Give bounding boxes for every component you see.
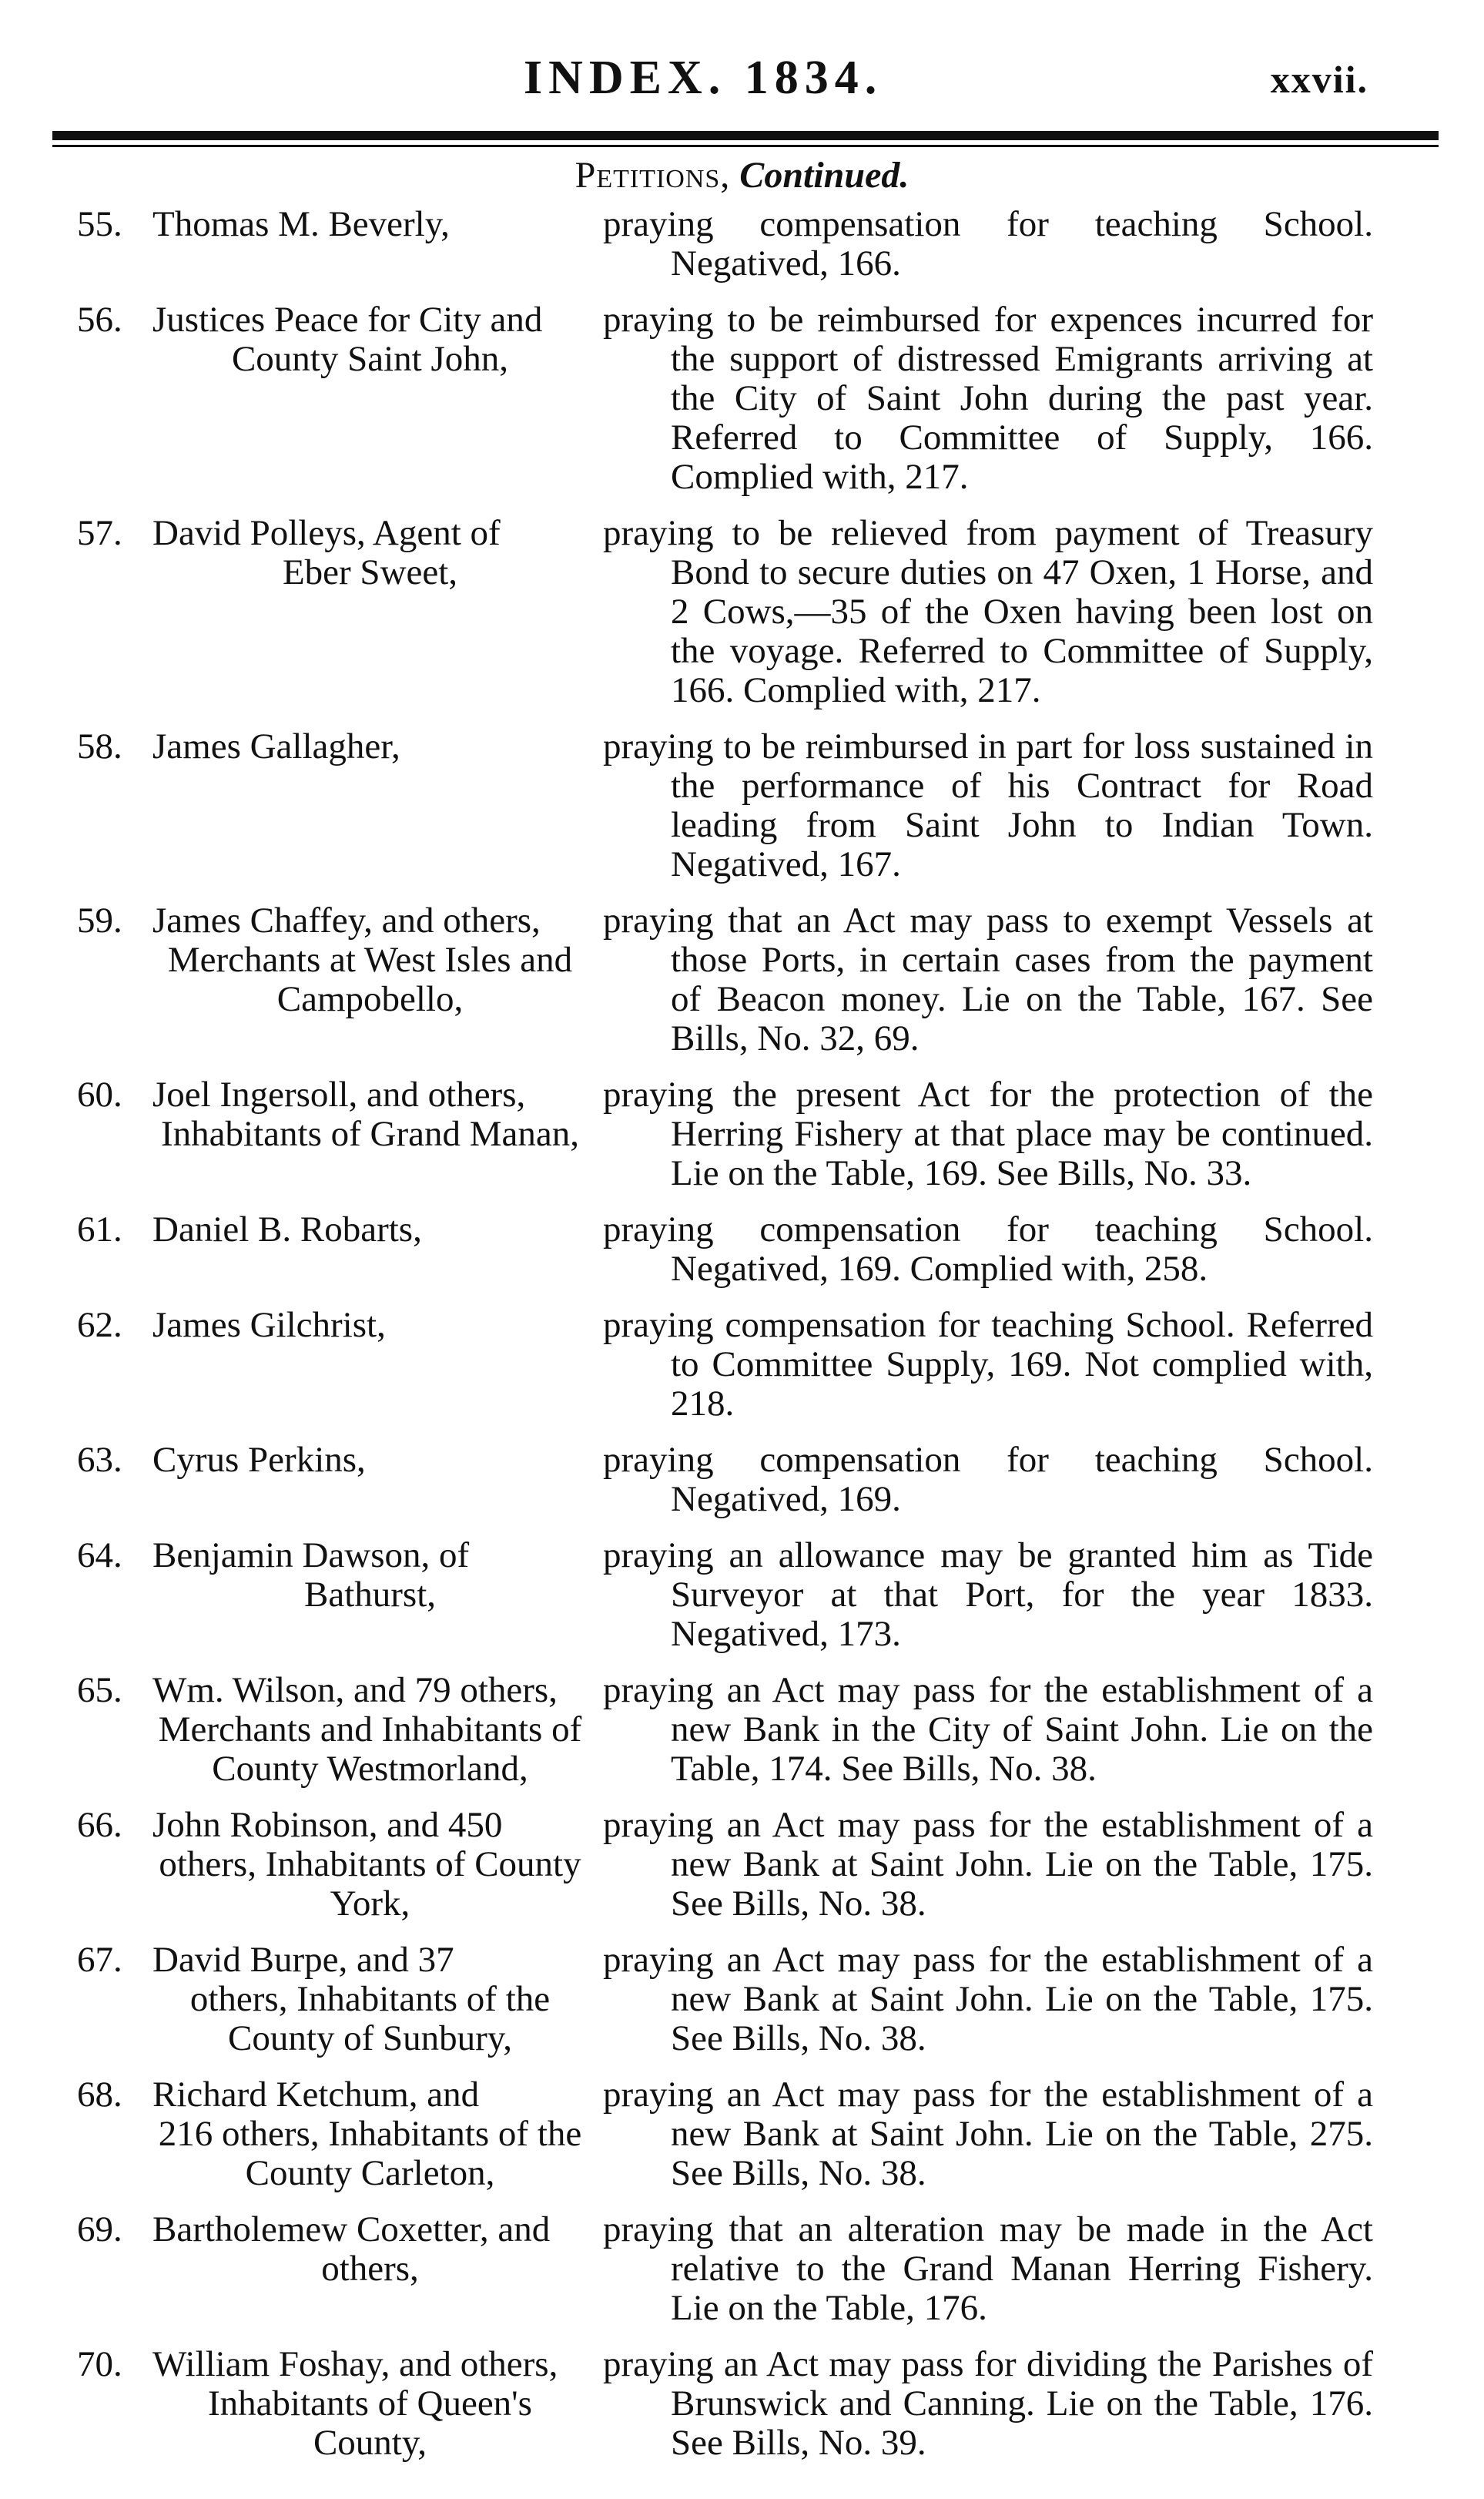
- petitioner-name: [152, 1806, 603, 1924]
- petitioner-name-first: Thomas M. Beverly,: [152, 204, 450, 244]
- entry-number: 62.: [77, 1305, 122, 1345]
- entry-number: 70.: [77, 2344, 122, 2384]
- petitioner-name: [152, 2345, 603, 2463]
- petition-description: praying the present Act for the protection of the Herring Fishery at that place may be continued. Lie on the Table, 169. See Bills, No. 33.: [603, 1075, 1373, 1193]
- entry-number: 61.: [77, 1209, 122, 1250]
- petition-description: praying to be reimbursed for expences incurred for the support of distressed Emigrants arriving at the City of Saint John during the past year. Referred to Committee of Supply, 166. Complied with, 217.: [603, 300, 1373, 497]
- petitioner-name-continued: Merchants and Inhabitants of County Westmorland,: [158, 1709, 582, 1789]
- petition-entry: [0, 1210, 1484, 1289]
- entry-number: 67.: [77, 1940, 122, 1980]
- petitioner-name-continued: Bathurst,: [303, 1575, 437, 1615]
- petitioner-name-first: David Polleys, Agent of: [152, 513, 501, 553]
- petition-description: praying compensation for teaching School. Referred to Committee Supply, 169. Not complied with, 218.: [603, 1305, 1373, 1424]
- petitioner-name: [152, 2210, 603, 2328]
- petitioner-name-first: Cyrus Perkins,: [152, 1440, 366, 1480]
- petition-entry: [0, 205, 1484, 283]
- petitioner-name-first: James Gallagher,: [152, 726, 400, 766]
- petitioner-name-continued: others, Inhabitants of County York,: [159, 1844, 581, 1924]
- petition-entry: [0, 1075, 1484, 1193]
- petition-entry: [0, 901, 1484, 1058]
- petitioner-name-continued: County Saint John,: [231, 339, 509, 379]
- petition-description: praying that an Act may pass to exempt Vessels at those Ports, in certain cases from the payment of Beacon money. Lie on the Table, 167. See Bills, No. 32, 69.: [603, 901, 1373, 1058]
- section-heading: [0, 154, 1484, 196]
- petitioner-name-first: Daniel B. Robarts,: [152, 1209, 422, 1250]
- petition-description: praying compensation for teaching School. Negatived, 166.: [603, 204, 1373, 283]
- petition-description: praying an allowance may be granted him as Tide Surveyor at that Port, for the year 1833. Negatived, 173.: [603, 1535, 1373, 1654]
- petition-entry: [0, 2210, 1484, 2328]
- petition-entry: [0, 1940, 1484, 2058]
- petitioner-name-continued: Eber Sweet,: [282, 552, 458, 592]
- petition-description: praying an Act may pass for dividing the Parishes of Brunswick and Canning. Lie on the Table, 176. See Bills, No. 39.: [603, 2344, 1373, 2463]
- petition-description: praying an Act may pass for the establishment of a new Bank in the City of Saint John. Lie on the Table, 174. See Bills, No. 38.: [603, 1670, 1373, 1789]
- entry-number: 63.: [77, 1440, 122, 1480]
- petitioner-name-continued: others,: [321, 2249, 419, 2289]
- petitioner-name-first: Richard Ketchum, and: [152, 2075, 480, 2115]
- header-rule-thin: [52, 145, 1439, 147]
- header-rule-thick: [52, 131, 1439, 140]
- petitioner-name: [152, 205, 603, 283]
- petition-description: praying to be relieved from payment of Treasury Bond to secure duties on 47 Oxen, 1 Horse, and 2 Cows,—35 of the Oxen having been lost on the voyage. Referred to Committee of Supply, 166. Complied with, 217.: [603, 513, 1373, 710]
- entry-number: 68.: [77, 2075, 122, 2115]
- petitioner-name: [152, 1306, 603, 1424]
- petition-description: praying an Act may pass for the establishment of a new Bank at Saint John. Lie on the Table, 175. See Bills, No. 38.: [603, 1805, 1373, 1924]
- section-continued: Continued.: [739, 155, 909, 196]
- petitioner-name-first: John Robinson, and 450: [152, 1805, 503, 1845]
- entry-number: 56.: [77, 300, 122, 340]
- petitioner-name-first: William Foshay, and others,: [152, 2344, 558, 2384]
- entry-number: 69.: [77, 2209, 122, 2249]
- petitioner-name-first: Bartholemew Coxetter, and: [152, 2209, 551, 2249]
- petition-description: praying an Act may pass for the establishment of a new Bank at Saint John. Lie on the Table, 175. See Bills, No. 38.: [603, 1940, 1373, 2058]
- petition-description: praying compensation for teaching School. Negatived, 169. Complied with, 258.: [603, 1209, 1373, 1289]
- entry-number: 59.: [77, 901, 122, 941]
- petition-entry: [0, 2345, 1484, 2463]
- petitioner-name: [152, 1075, 603, 1193]
- petitioner-name-first: Justices Peace for City and: [152, 300, 543, 340]
- petitioner-name-first: Benjamin Dawson, of: [152, 1535, 470, 1575]
- petitioner-name: [152, 514, 603, 710]
- petitioner-name: [152, 300, 603, 497]
- petitioner-name-first: Wm. Wilson, and 79 others,: [152, 1670, 558, 1710]
- section-label: Petitions,: [575, 155, 731, 196]
- petition-list: [0, 205, 1484, 2480]
- petition-entry: [0, 1536, 1484, 1654]
- petition-entry: [0, 1306, 1484, 1424]
- page-number: xxvii.: [1270, 58, 1368, 101]
- petitioner-name: [152, 1940, 603, 2058]
- petition-entry: [0, 514, 1484, 710]
- petitioner-name-first: Joel Ingersoll, and others,: [152, 1075, 526, 1115]
- petitioner-name: [152, 727, 603, 884]
- petition-description: praying an Act may pass for the establishment of a new Bank at Saint John. Lie on the Table, 275. See Bills, No. 38.: [603, 2075, 1373, 2193]
- petition-description: praying that an alteration may be made in the Act relative to the Grand Manan Herring Fishery. Lie on the Table, 176.: [603, 2209, 1373, 2328]
- petitioner-name-continued: others, Inhabitants of the County of Sunbury,: [189, 1979, 551, 2058]
- petition-entry: [0, 300, 1484, 497]
- petitioner-name-continued: Inhabitants of Queen's County,: [208, 2383, 532, 2463]
- petitioner-name: [152, 2075, 603, 2193]
- entry-number: 60.: [77, 1075, 122, 1115]
- running-header: [0, 51, 1484, 112]
- petition-description: praying compensation for teaching School. Negatived, 169.: [603, 1440, 1373, 1519]
- petitioner-name: [152, 1210, 603, 1289]
- petition-description: praying to be reimbursed in part for loss sustained in the performance of his Contract for Road leading from Saint John to Indian Town. Negatived, 167.: [603, 726, 1373, 884]
- petitioner-name-continued: Merchants at West Isles and Campobello,: [167, 940, 573, 1019]
- petition-entry: [0, 2075, 1484, 2193]
- petitioner-name: [152, 1536, 603, 1654]
- page-title: INDEX. 1834.: [524, 52, 883, 104]
- entry-number: 57.: [77, 513, 122, 553]
- petition-entry: [0, 1441, 1484, 1519]
- petitioner-name: [152, 901, 603, 1058]
- petitioner-name-first: James Chaffey, and others,: [152, 901, 541, 941]
- entry-number: 58.: [77, 726, 122, 766]
- petitioner-name-first: James Gilchrist,: [152, 1305, 386, 1345]
- petitioner-name-first: David Burpe, and 37: [152, 1940, 454, 1980]
- entry-number: 66.: [77, 1805, 122, 1845]
- petition-entry: [0, 727, 1484, 884]
- entry-number: 55.: [77, 204, 122, 244]
- petitioner-name-continued: 216 others, Inhabitants of the County Carleton,: [158, 2114, 582, 2193]
- petition-entry: [0, 1671, 1484, 1789]
- petition-entry: [0, 1806, 1484, 1924]
- entry-number: 64.: [77, 1535, 122, 1575]
- petitioner-name: [152, 1671, 603, 1789]
- entry-number: 65.: [77, 1670, 122, 1710]
- petitioner-name: [152, 1441, 603, 1519]
- petitioner-name-continued: Inhabitants of Grand Manan,: [161, 1114, 579, 1154]
